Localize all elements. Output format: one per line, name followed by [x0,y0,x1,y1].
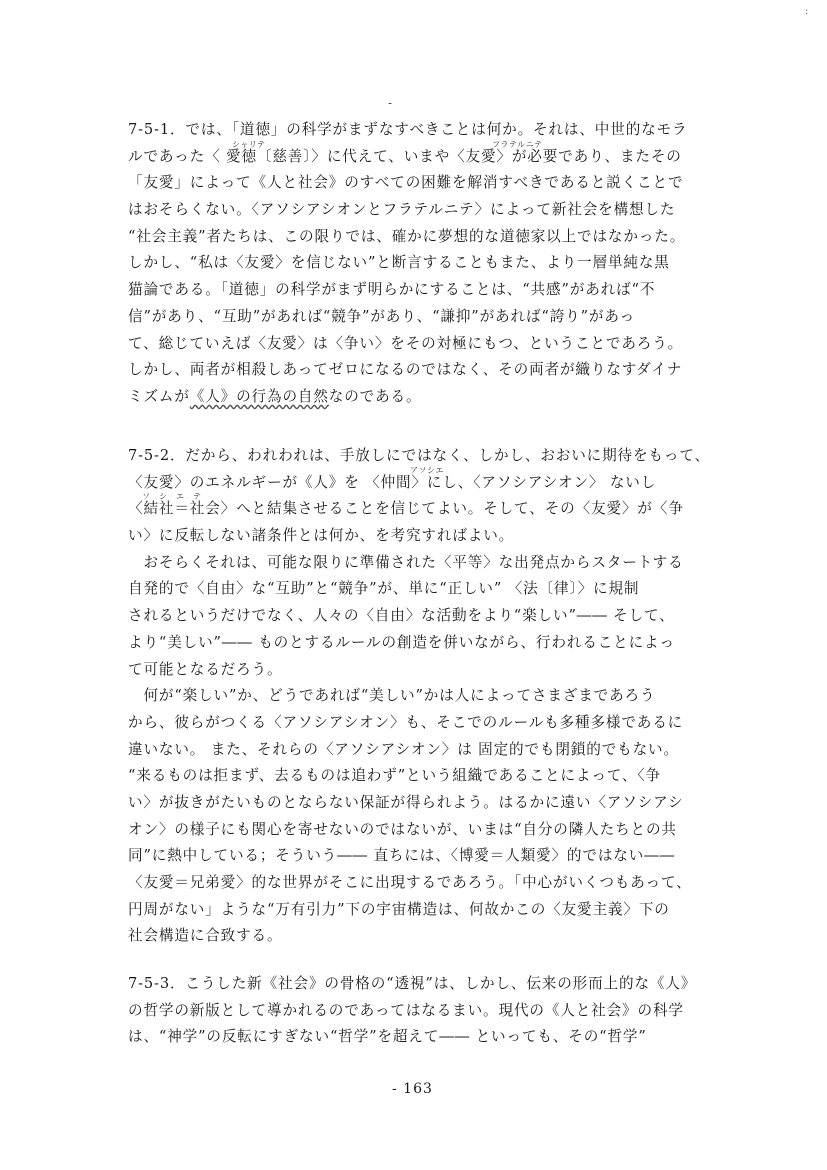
section-7-5-2 [128,443,743,950]
text-line: 信”があり、“互助”があれば“競争”があり、“謙抑”があれば“誇り”があっ [128,307,636,325]
text-line: から、彼らがつくる〈アソシアシオン〉も、そこでのルールも多種多様であるに [128,713,684,731]
text-line: 〈友愛＝兄弟愛〉的な世界がそこに出現するであろう。「中心がいくつもあって、 [128,874,692,891]
text-line: 社会構造に合致する。 [128,927,283,945]
section-7-5-3 [128,971,743,1051]
text-line: 猫論である。「道徳」の科学がまず明らかにすることは、“共感”があれば“不 [128,281,656,299]
page-number: - 163 [392,1081,433,1097]
text-line: い〉が抜きがたいものとならない保証が得られよう。はるかに遠い〈アソシアシ [128,793,684,811]
text-line: 違いない。 また、それらの〈アソシアシオン〉は 固定的でも閉鎖的でもない。 [128,740,679,758]
text-line: “社会主義”者たちは、この限りでは、確かに夢想的な道徳家以上ではなかった。 [128,227,686,245]
text-segment: ミズムが [128,387,190,405]
text-line: おそらくそれは、可能な限りに準備された〈平等〉な出発点からスタートする [128,553,684,571]
text-line: い〉に反転しない諸条件とは何か、を考究すればよい。 [128,527,515,545]
text-line: 〈結社＝社会〉へと結集させることを信じてよい。そして、その〈友愛〉が〈争 [128,500,684,518]
text-line: しかし、“私は〈友愛〉を信じない”と断言することもまた、より一層単純な黒 [128,254,670,272]
text-line: しかし、両者が相殺しあってゼロになるのではなく、その両者が織りなすダイナ [128,361,683,379]
ruby-text: ソ シ エ テ [142,492,202,502]
ruby-line [128,492,743,501]
text-line: より“美しい”―― ものとするルールの創造を併いながら、行われることによっ [128,633,675,651]
text-line: 7-5-3．こうした新《社会》の骨格の“透視”は、しかし、伝来の形而上的な《人》 [128,975,697,992]
text-line: “来るものは拒まず、去るものは追わず”という組織であることによって、〈争 [128,767,661,785]
text-line [128,384,743,411]
text-line: 円周がない」ような“万有引力”下の宇宙構造は、何故かこの〈友愛主義〉下の [128,900,670,918]
section-7-5-1 [128,117,743,411]
text-line: 同”に熱中している；そういう―― 直ちには、〈博愛＝人類愛〉的ではない―― [128,847,676,865]
top-mark: - [388,96,393,110]
ruby-text: アソシエ [410,465,444,475]
text-line: 自発的で〈自由〉な“互助”と“競争”が、単に“正しい” 〈法〔律〕〉に規制 [128,580,640,598]
text-line: は、“神学”の反転にすぎない“哲学”を超えて―― といっても、その“哲学” [128,1028,647,1046]
text-line: の哲学の新版として導かれるのであってはなるまい。現代の《人と社会》の科学 [128,1001,684,1019]
text-line: 〈友愛〉のエネルギーが《人》を 〈仲間〉にし、〈アソシアシオン〉 ないし [128,473,657,491]
text-line: て、総じていえば〈友愛〉は〈争い〉をその対極にもつ、ということであろう。 [128,334,684,352]
ruby-line [128,466,743,475]
text-line: はおそらくない。〈アソシアシオンとフラテルニテ〉によって新社会を構想した [128,201,676,219]
corner-mark: : [805,6,809,17]
ruby-text: シャリテ [232,139,266,149]
text-line: されるというだけでなく、人々の〈自由〉な活動をより“楽しい”―― そして、 [128,607,675,625]
ruby-line [128,140,743,149]
text-line: 何が“楽しい”か、どうであれば“美しい”かは人によってさまざまであろう [128,687,656,705]
text-line: 7-5-2．だから、われわれは、手放しにではなく、しかし、おおいに期待をもって、 [128,447,710,464]
text-line: 「友愛」によって《人と社会》のすべての困難を解消すべきであると説くことで [128,174,684,192]
text-line: 7-5-1．では、「道徳」の科学がまずなすべきことは何か。それは、中世的なモラ [128,121,688,138]
emphasis-wavy: 《人》の行為の自然 [189,387,329,405]
ruby-text: フラテルニテ [492,139,543,149]
text-line: て可能となるだろう。 [128,660,283,678]
text-segment: なのである。 [328,387,422,405]
text-line: オン〉の様子にも関心を寄せないのではないが、いまは“自分の隣人たちとの共 [128,820,677,838]
text-line: ルであった〈 愛徳〔慈善〕〉に代えて、いまや〈友愛〉が必要であり、またその [128,147,682,165]
